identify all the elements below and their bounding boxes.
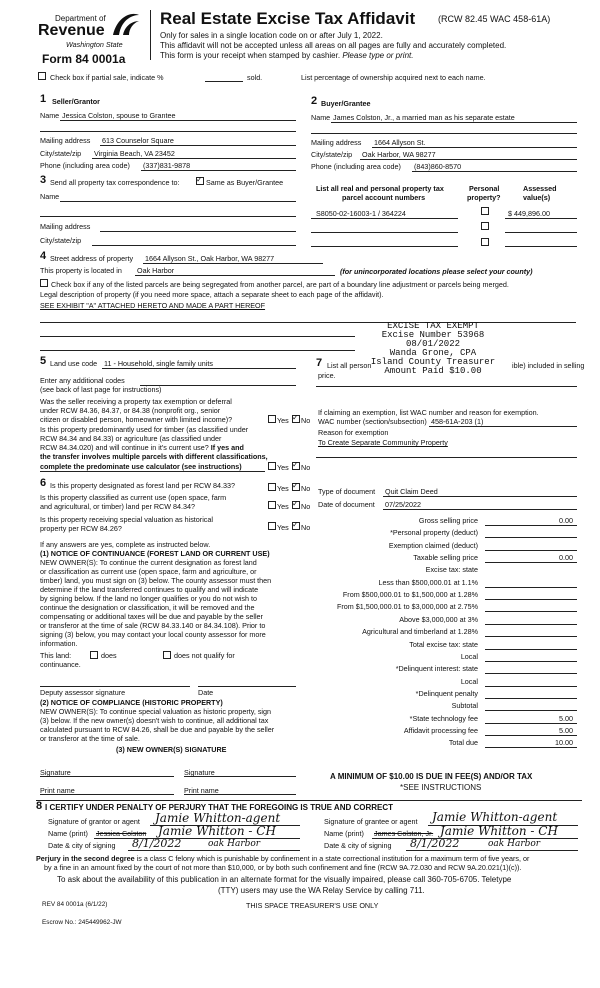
parcel-2-field[interactable] [311,232,458,233]
assessed-2-field[interactable] [505,232,577,233]
fee-value-field[interactable]: 5.00 [559,726,573,735]
certify-title: I CERTIFY UNDER PENALTY OF PERJURY THAT THE FOREGOING IS TRUE AND CORRECT [45,803,394,812]
grantor-sig-label: Signature of grantor or agent [48,817,140,826]
grantee-sig-label: Signature of grantee or agent [324,817,418,826]
fee-value-field[interactable]: 0.00 [559,553,573,562]
street-field[interactable]: 1664 Allyson St., Oak Harbor, WA 98277 [145,254,275,263]
compliance-line-4: or transferor at the time of sale. [40,734,140,743]
located-line [135,275,335,276]
header-line-1: Only for sales in a single location code on or after July 1, 2022. [160,31,383,40]
corr-city-label: City/state/zip [40,236,82,245]
continuance-line-1: NEW OWNER(S): To continue the current designation as forest land [40,558,257,567]
doc-type-field[interactable]: Quit Claim Deed [385,487,438,496]
does-qualify-checkbox[interactable] [90,651,98,659]
doc-date-line [383,509,577,510]
fee-label: Exemption claimed (deduct) [388,541,478,550]
historic-q-2: property per RCW 84.26? [40,524,122,533]
seller-addr-field[interactable]: 613 Counselor Square [102,136,174,145]
owner-signature-2-label: Signature [184,768,215,777]
fee-value-line [485,525,577,526]
current-use-yes-checkbox[interactable] [268,501,276,509]
parcel-col-header-2: parcel account numbers [342,193,426,202]
does-not-qualify-checkbox[interactable] [163,651,171,659]
fee-value-field[interactable]: 5.00 [559,714,573,723]
buyer-addr-field[interactable]: 1664 Allyson St. [374,138,426,147]
fee-label: Local [460,652,478,661]
personal-2-checkbox[interactable] [481,222,489,230]
fee-value-line [485,747,577,748]
parcel-1-line [311,218,458,219]
exemption-no-label: No [301,416,311,425]
grantee-date[interactable]: 8/1/2022 [410,837,460,850]
fee-value-field[interactable]: 10.00 [555,738,573,747]
timber-yes-label: Yes [277,463,289,472]
deputy-signature-label: Deputy assessor signature [40,688,126,697]
current-use-no-label: No [301,502,311,511]
fee-label: Total excise tax: state [409,640,478,649]
deputy-date-label: Date [198,688,214,697]
seller-city-label: City/state/zip [40,149,82,158]
personal-property-field[interactable] [316,386,577,387]
fee-value-field[interactable]: 0.00 [559,516,573,525]
seller-name-line-2 [40,131,296,132]
exemption-q-1: Was the seller receiving a property tax exemption or deferral [40,397,232,406]
accessibility-line-2: (TTY) users may use the WA Relay Service by calling 711. [218,886,425,895]
corr-name-label: Name [40,192,60,201]
section-5-number: 5 [40,355,47,367]
timber-no-label: No [301,463,311,472]
fee-value-line [485,723,577,724]
fee-label: Less than $500,000.01 at 1.1% [378,578,478,587]
grantor-signature[interactable]: Jamie Whitton-agent [155,811,281,825]
exemption-q-3: citizen or disabled person, homeowner with limited income)? [40,415,233,424]
seller-name-field[interactable]: Jessica Colston, spouse to Grantee [62,111,176,120]
street-label: Street address of property [50,254,134,263]
exemption-no-checkbox[interactable] [292,415,300,423]
reason-line-2 [316,457,577,458]
partial-percent-field[interactable] [205,81,243,82]
compliance-line-2: (3) below. If the new owner(s) doesn't wish to continue, all additional tax [40,716,269,725]
fee-label: Gross selling price [418,516,478,525]
this-land-label: This land: [40,651,72,660]
fee-label: *Personal property (deduct) [390,528,478,537]
forest-no-checkbox[interactable] [292,483,300,491]
fee-value-line [485,562,577,563]
escrow-number: Escrow No.: 245449962-JW [42,919,122,926]
timber-q-underline [40,471,265,472]
continuance-label: continuance. [40,660,81,669]
exemption-yes-label: Yes [277,416,289,425]
land-use-field[interactable]: 11 - Household, single family units [104,359,213,368]
wac-label: WAC number (section/subsection) [318,417,427,426]
seller-city-field[interactable]: Virginia Beach, VA 23452 [94,149,175,158]
wac-line [429,426,577,427]
title-ref: (RCW 82.45 WAC 458-61A) [438,14,551,24]
compliance-line-3: calculated pursuant to RCW 84.26, shall be due and payable by the seller [40,725,275,734]
exemption-q-2: under RCW 84.36, 84.37, or 84.38 (nonprofit org., senior [40,406,221,415]
seller-addr-line [100,145,296,146]
grantor-name-print[interactable]: Jamie Whitton - CH [158,824,276,838]
header-divider [150,10,151,60]
ownership-note: List percentage of ownership acquired next to each name. [301,73,486,82]
parcel-1-field[interactable]: S8050-02-16003-1 / 364224 [316,209,406,218]
buyer-name-label: Name [311,113,331,122]
personal-col-header: Personal [469,184,500,193]
fee-label: Affidavit processing fee [403,726,478,735]
grantee-name-label: Name (print) [324,829,364,838]
current-use-q-2: and agricultural, or timber) land per RCW 84.34? [40,502,196,511]
timber-q-4: the transfer involves multiple parcels with different classifications, [40,452,268,461]
grantee-name-struck: James Colston, Jr. [374,829,434,838]
personal-3-checkbox[interactable] [481,238,489,246]
grantor-name-line [94,838,300,839]
seller-phone-label: Phone (including area code) [40,161,130,170]
parcel-3-field[interactable] [311,246,458,247]
section-7-number: 7 [316,357,323,369]
legal-desc-field[interactable]: SEE EXHIBIT "A" ATTACHED HERETO AND MADE A PART HEREOF [40,301,266,310]
fee-label: *State technology fee [409,714,478,723]
doc-type-line [383,496,577,497]
historic-yes-checkbox[interactable] [268,522,276,530]
section-3-number: 3 [40,174,47,186]
compliance-title: (2) NOTICE OF COMPLIANCE (HISTORIC PROPERTY) [40,698,223,707]
continuance-line-3: timber) land, you must sign on (3) below. The county assessor must then [40,576,272,585]
additional-codes-label: Enter any additional codes [40,376,125,385]
revenue-logo-icon [109,9,141,39]
seller-title: Seller/Grantor [52,97,100,106]
assessed-3-field[interactable] [505,246,577,247]
compliance-line-1: NEW OWNER(S): To continue special valuation as historic property, sign [40,707,272,716]
fee-value-line [485,587,577,588]
deputy-date-field[interactable] [198,686,296,687]
buyer-city-label: City/state/zip [311,150,353,159]
historic-yes-label: Yes [277,523,289,532]
continuance-line-6: continue the designation or classification, it will be removed and the [40,603,255,612]
timber-q-2: RCW 84.34 and 84.33) or agriculture (as classified under [40,434,222,443]
section-4-number: 4 [40,250,47,262]
corr-city-field[interactable] [92,245,296,246]
buyer-addr-line [372,147,577,148]
minimum-due-note: A MINIMUM OF $10.00 IS DUE IN FEE(S) AND/OR TAX [330,772,533,781]
fee-value-line [485,611,577,612]
corr-addr-field[interactable] [100,231,296,232]
fee-value-line [485,710,577,711]
fee-label: Excise tax: state [425,565,478,574]
section-8-number: 8 [36,800,43,812]
fee-value-line [485,599,577,600]
additional-codes-field[interactable] [140,385,296,386]
grantee-name-print[interactable]: Jamie Whitton - CH [440,824,558,838]
fee-label: Subtotal [451,701,478,710]
buyer-phone-field[interactable]: (843)860-8570 [414,162,462,171]
fee-label: Local [460,677,478,686]
continuance-line-9: signing (3) below, you may contact your local county assessor for more [40,630,266,639]
partial-sold-label: sold. [247,73,263,82]
timber-q-5: complete the predominate use calculator (see instructions) [40,462,242,471]
owner-print-1-label: Print name [40,786,75,795]
segregation-label: Check box if any of the listed parcels are being segregated from another parcel, are part of a boundary line adjustment or parcels being merged. [51,280,509,289]
corr-name-field[interactable] [60,201,296,202]
legal-line-3 [40,336,355,337]
buyer-name-line-2 [311,133,577,134]
state-label: Washington State [66,40,123,49]
seller-name-label: Name [40,111,60,120]
personal-1-checkbox[interactable] [481,207,489,215]
fee-label: Above $3,000,000 at 3% [399,615,478,624]
form-number: Form 84 0001a [42,52,126,66]
accessibility-line-1: To ask about the availability of this publication in an alternate format for the visually impaired, please call 360-705-6705. Teletype [57,875,512,884]
timber-q-1: Is this property predominantly used for timber (as classified under [40,425,249,434]
partial-sale-checkbox[interactable] [38,72,46,80]
fee-value-line [485,661,577,662]
fee-value-line [485,550,577,551]
does-not-label: does not qualify for [174,651,235,660]
same-as-buyer-checkbox[interactable] [196,177,204,185]
perjury-line-1: Perjury in the second degree is a class C felony which is punishable by confinement in a state correctional institution for a maximum term of five years, or [36,854,530,863]
assessed-col-header: Assessed [523,184,557,193]
forest-q: Is this property designated as forest land per RCW 84.33? [50,481,235,490]
personal-property-price: price. [318,371,336,380]
doc-type-label: Type of document [318,487,376,496]
personal-property-label-2: ible) included in selling [512,361,585,370]
reason-field[interactable]: To Create Separate Community Property [318,438,448,447]
street-line [143,263,323,264]
fee-value-line [485,698,577,699]
rev-number: REV 84 0001a (6/1/22) [42,901,108,908]
grantor-date[interactable]: 8/1/2022 [132,837,182,850]
header-line-2: This affidavit will not be accepted unless all areas on all pages are fully and accurately completed. [160,41,507,50]
correspondence-label: Send all property tax correspondence to: [50,178,180,187]
seller-phone-line [141,170,296,171]
fee-label: From $1,500,000.01 to $3,000,000 at 2.75% [336,602,478,611]
grantee-city[interactable]: oak Harbor [488,839,541,849]
corr-name-line-2 [40,216,296,217]
same-as-buyer-label: Same as Buyer/Grantee [206,178,284,187]
excise-exempt-stamp: EXCISE TAX EXEMPT Excise Number 53968 08/01/2022 Wanda Grone, CPA Island County Treasurer Amount Paid $10.00 [370,321,496,376]
located-label: This property is located in [40,266,122,275]
personal-col-header-2: property? [467,193,501,202]
treasurer-space-label: THIS SPACE TREASURER'S USE ONLY [246,901,379,910]
parcel-col-header: List all real and personal property tax [316,184,444,193]
historic-no-label: No [301,523,311,532]
owner-print-2-label: Print name [184,786,219,795]
timber-yes-checkbox[interactable] [268,462,276,470]
grantee-signature[interactable]: Jamie Whitton-agent [432,810,558,824]
grantee-name-line [372,838,578,839]
personal-property-label: List all person [327,361,372,370]
buyer-title: Buyer/Grantee [321,99,371,108]
continuance-line-2: or classification as current use (open space, farm and agriculture, or [40,567,257,576]
header-line-3: This form is your receipt when stamped by cashier. Please type or print. [160,51,414,60]
forest-no-label: No [301,484,311,493]
see-instructions-note: *SEE INSTRUCTIONS [400,783,482,792]
legal-desc-label: Legal description of property (if you need more space, attach a separate sheet to each page of the affidavit). [40,290,384,299]
fee-label: From $500,000.01 to $1,500,000 at 1.28% [342,590,478,599]
continuance-line-10: information. [40,639,78,648]
fee-label: Taxable selling price [413,553,478,562]
seller-city-line [92,158,296,159]
continuance-line-7: compensating or additional taxes will be due and payable by the seller [40,612,263,621]
land-use-label: Land use code [50,359,98,368]
fee-value-line [485,735,577,736]
timber-q-3: RCW 84.34.020) and will continue in it's current use? If yes and [40,443,244,452]
fee-label: *Delinquent penalty [415,689,478,698]
fee-label: Total due [448,738,478,747]
section-2-number: 2 [311,95,318,107]
buyer-city-field[interactable]: Oak Harbor, WA 98277 [362,150,436,159]
grantor-name-struck: Jessica Colston [96,829,147,838]
buyer-name-line [331,122,577,123]
additional-codes-hint: (see back of last page for instructions) [40,385,162,394]
continuance-line-4: determine if the land transferred continues to qualify and will indicate [40,585,259,594]
dept-label: Department of [55,14,106,23]
wac-field[interactable]: 458-61A-203 (1) [431,417,484,426]
buyer-city-line [360,159,577,160]
doc-date-field[interactable]: 07/25/2022 [385,500,421,509]
forest-yes-checkbox[interactable] [268,483,276,491]
historic-q-1: Is this property receiving special valuation as historical [40,515,213,524]
revenue-logo-text: Revenue [38,22,105,39]
seller-addr-label: Mailing address [40,136,91,145]
buyer-phone-label: Phone (including area code) [311,162,401,171]
continuance-title: (1) NOTICE OF CONTINUANCE (FOREST LAND OR CURRENT USE) [40,549,270,558]
current-use-q-1: Is this property classified as current use (open space, farm [40,493,227,502]
answers-note: If any answers are yes, complete as instructed below. [40,540,211,549]
continuance-line-8: or transferor at the time of sale (RCW 84.33.140 or 84.34.108). Prior to [40,621,266,630]
partial-sale-label: Check box if partial sale, indicate % [50,73,164,82]
section-8-divider [36,800,582,801]
legal-line-4 [40,350,355,351]
new-owner-signature-title: (3) NEW OWNER(S) SIGNATURE [116,745,227,754]
perjury-line-2: by a fine in an amount fixed by the court of not more than $10,000, or by both such confinement and fine (RCW 9A.72.030 and RCW 9A.20.021(1)(c)). [44,863,522,872]
claim-exemption-label: If claiming an exemption, list WAC number and reason for exemption. [318,408,539,417]
assessed-1-line [505,218,577,219]
historic-no-checkbox[interactable] [292,522,300,530]
does-label: does [101,651,117,660]
buyer-phone-line [412,171,577,172]
grantor-name-label: Name (print) [48,829,88,838]
seller-name-line [60,120,296,121]
corr-addr-label: Mailing address [40,222,91,231]
seller-phone-field[interactable]: (337)831-9878 [143,161,191,170]
reason-label: Reason for exemption [318,428,389,437]
assessed-1-field[interactable]: $ 449,896.00 [508,209,550,218]
fee-label: *Delinquent interest: state [395,664,478,673]
grantee-date-line [406,850,578,851]
land-use-line [102,368,296,369]
unincorporated-note: (for unincorporated locations please select your county) [340,267,533,276]
grantor-date-label: Date & city of signing [48,841,116,850]
fee-value-line [485,636,577,637]
fee-value-line [485,649,577,650]
deputy-signature-field[interactable] [40,686,190,687]
section-6-number: 6 [40,477,47,489]
buyer-name-field[interactable]: James Colston, Jr., a married man as his separate estate [333,113,515,122]
grantee-date-label: Date & city of signing [324,841,392,850]
current-use-no-checkbox[interactable] [292,501,300,509]
page-title: Real Estate Excise Tax Affidavit [160,9,416,28]
fee-value-line [485,673,577,674]
assessed-col-header-2: value(s) [523,193,551,202]
exemption-yes-checkbox[interactable] [268,415,276,423]
fee-value-line [485,686,577,687]
fee-value-line [485,537,577,538]
located-field[interactable]: Oak Harbor [137,266,175,275]
timber-no-checkbox[interactable] [292,462,300,470]
grantor-date-line [128,850,300,851]
buyer-addr-label: Mailing address [311,138,362,147]
current-use-yes-label: Yes [277,502,289,511]
doc-date-label: Date of document [318,500,375,509]
section-1-number: 1 [40,93,47,105]
forest-yes-label: Yes [277,484,289,493]
fee-label: Agricultural and timberland at 1.28% [362,627,478,636]
owner-signature-1-label: Signature [40,768,71,777]
continuance-line-5: by signing below. If the land no longer qualifies or you do not wish to [40,594,257,603]
grantor-city[interactable]: oak Harbor [208,839,261,849]
segregation-checkbox[interactable] [40,279,48,287]
fee-value-line [485,624,577,625]
